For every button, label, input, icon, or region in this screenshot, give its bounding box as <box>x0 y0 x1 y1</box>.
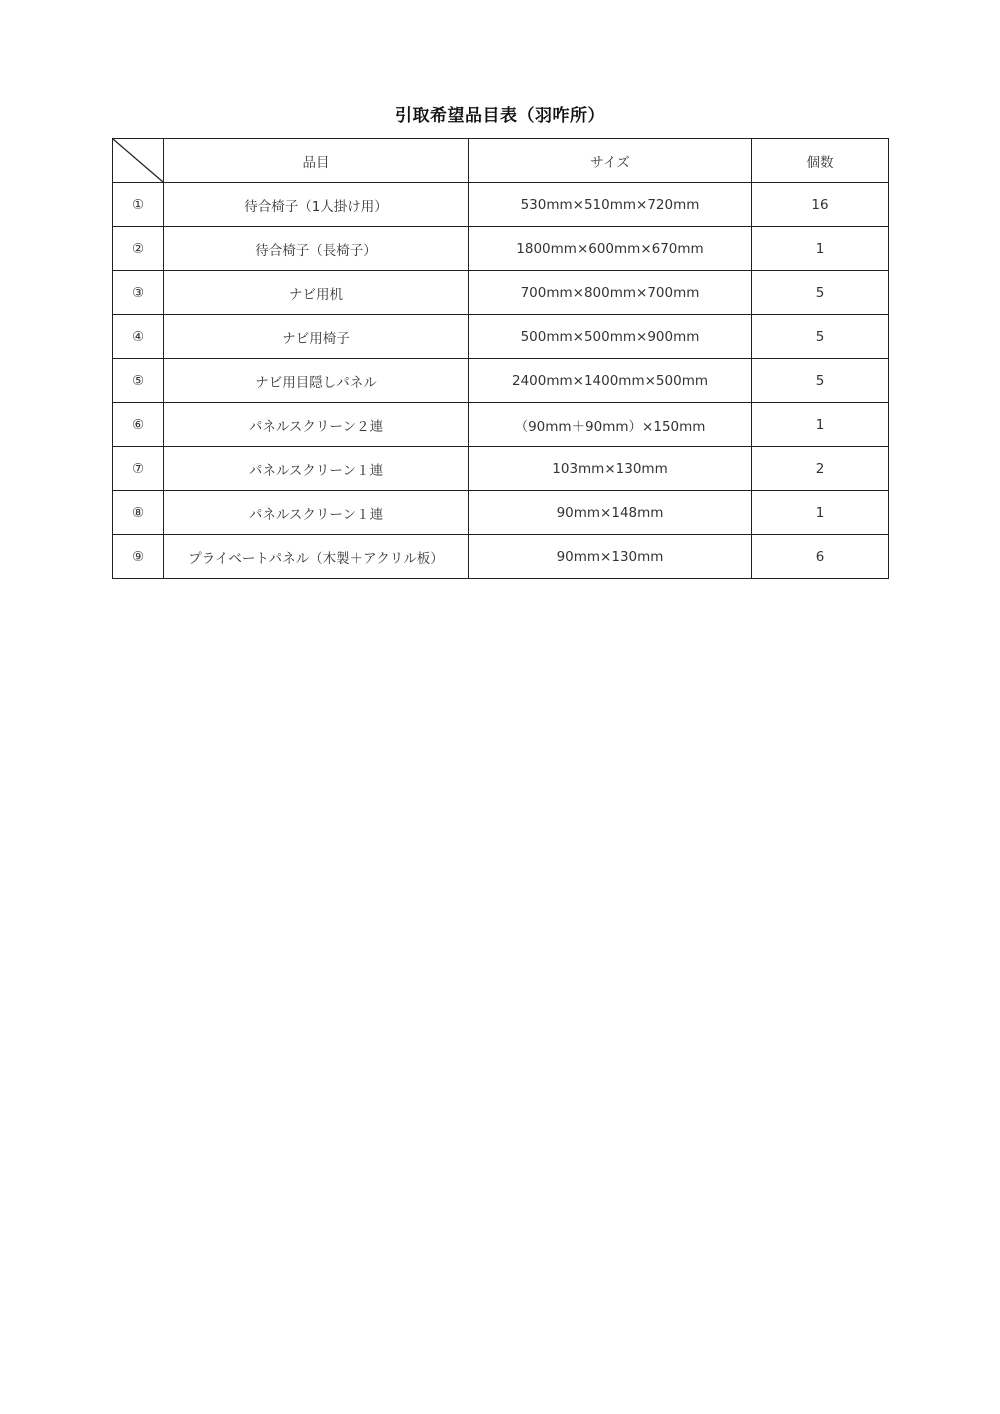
row-count: 1 <box>752 491 889 535</box>
row-count: 2 <box>752 447 889 491</box>
row-size: 1800mm×600mm×670mm <box>469 227 752 271</box>
row-count: 16 <box>752 183 889 227</box>
row-number: ② <box>113 227 164 271</box>
row-item: ナビ用椅子 <box>164 315 469 359</box>
table-header-row <box>113 139 889 183</box>
row-count: 5 <box>752 271 889 315</box>
table-row <box>113 315 889 359</box>
diagonal-line-icon <box>113 139 163 182</box>
row-number: ④ <box>113 315 164 359</box>
table-row <box>113 359 889 403</box>
table-row <box>113 447 889 491</box>
row-number: ⑧ <box>113 491 164 535</box>
row-item: 待合椅子（長椅子） <box>164 227 469 271</box>
header-item: 品目 <box>164 139 469 183</box>
header-count: 個数 <box>752 139 889 183</box>
items-table <box>112 138 889 579</box>
table-row <box>113 271 889 315</box>
row-size: 90mm×130mm <box>469 535 752 579</box>
table-row <box>113 183 889 227</box>
row-count: 5 <box>752 359 889 403</box>
row-item: パネルスクリーン１連 <box>164 447 469 491</box>
table-row <box>113 491 889 535</box>
diagonal-corner-cell <box>113 139 164 183</box>
row-count: 1 <box>752 403 889 447</box>
row-item: 待合椅子（1人掛け用） <box>164 183 469 227</box>
row-item: プライベートパネル（木製＋アクリル板） <box>164 535 469 579</box>
row-size: （90mm＋90mm）×150mm <box>469 403 752 447</box>
table-row <box>113 535 889 579</box>
row-number: ⑤ <box>113 359 164 403</box>
table-row <box>113 403 889 447</box>
row-count: 5 <box>752 315 889 359</box>
row-size: 2400mm×1400mm×500mm <box>469 359 752 403</box>
row-item: ナビ用机 <box>164 271 469 315</box>
row-number: ③ <box>113 271 164 315</box>
row-number: ⑨ <box>113 535 164 579</box>
row-size: 90mm×148mm <box>469 491 752 535</box>
row-item: パネルスクリーン１連 <box>164 491 469 535</box>
row-size: 700mm×800mm×700mm <box>469 271 752 315</box>
row-size: 500mm×500mm×900mm <box>469 315 752 359</box>
row-number: ① <box>113 183 164 227</box>
row-size: 103mm×130mm <box>469 447 752 491</box>
row-item: パネルスクリーン２連 <box>164 403 469 447</box>
row-count: 1 <box>752 227 889 271</box>
table-row <box>113 227 889 271</box>
page-title: 引取希望品目表（羽咋所） <box>395 106 605 126</box>
header-size: サイズ <box>469 139 752 183</box>
row-number: ⑦ <box>113 447 164 491</box>
row-size: 530mm×510mm×720mm <box>469 183 752 227</box>
row-number: ⑥ <box>113 403 164 447</box>
row-count: 6 <box>752 535 889 579</box>
row-item: ナビ用目隠しパネル <box>164 359 469 403</box>
